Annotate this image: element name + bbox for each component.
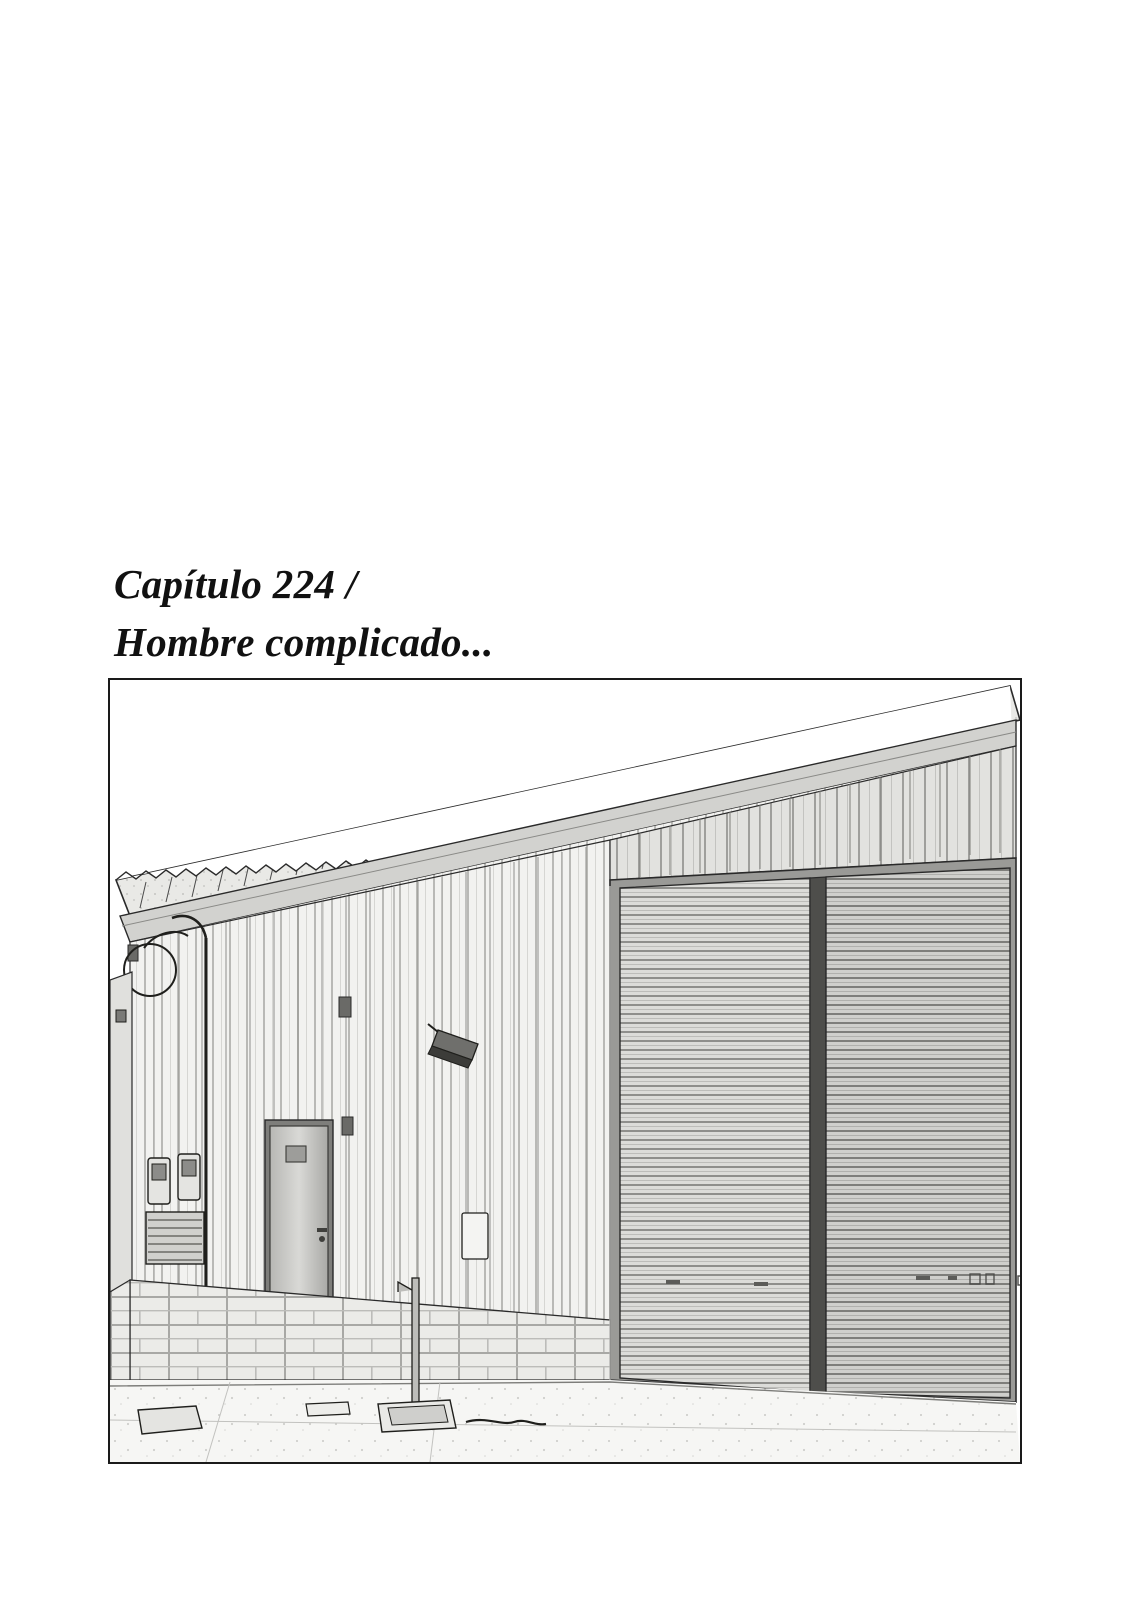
wall-utility-box	[462, 1213, 488, 1259]
wall-fixture-lower	[342, 1117, 353, 1135]
chapter-title-line-1: Capítulo 224 /	[114, 561, 358, 607]
warehouse-exterior-panel	[108, 678, 1022, 1464]
background-structure	[110, 972, 132, 1320]
shutter-divider	[810, 877, 826, 1393]
small-floor-plate	[306, 1402, 350, 1416]
chapter-title-line-2: Hombre complicado...	[114, 619, 494, 666]
vent-grille	[146, 1212, 204, 1264]
concrete-block-base-left	[110, 1280, 130, 1380]
rolling-shutter-left	[620, 878, 810, 1392]
page-title	[114, 555, 814, 671]
background-window	[116, 1010, 126, 1022]
panel-artwork	[110, 680, 1020, 1462]
wall-fixture-upper	[339, 997, 351, 1017]
door-lock	[319, 1236, 325, 1242]
rolling-shutter-right	[826, 868, 1010, 1398]
door-handle	[317, 1228, 327, 1232]
door-peep-plate	[286, 1146, 306, 1162]
